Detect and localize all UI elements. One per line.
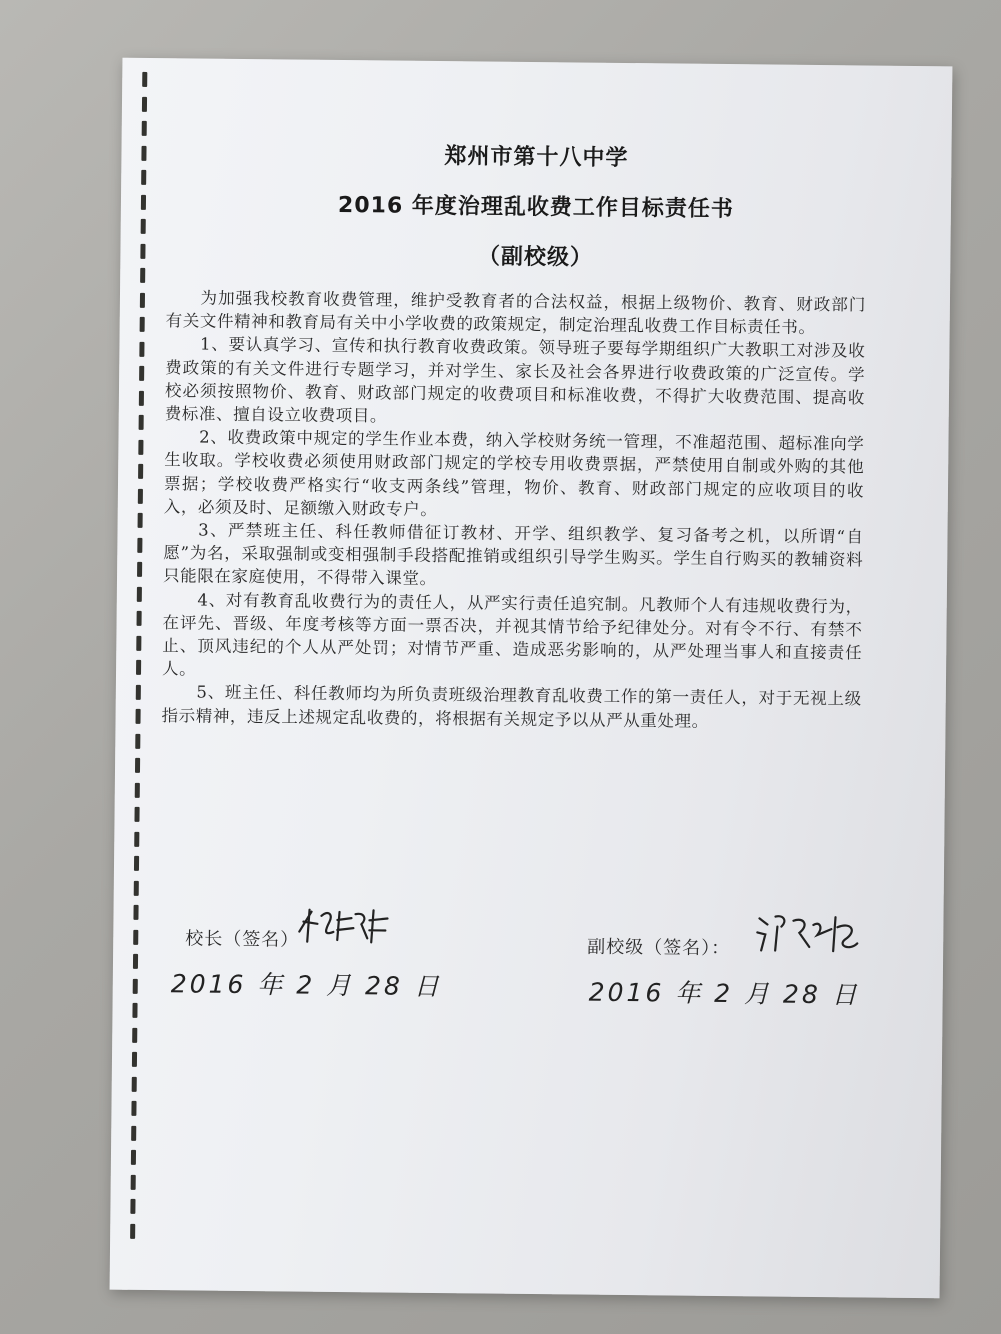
perforation-mark xyxy=(135,709,140,724)
perforation-mark xyxy=(130,1199,135,1214)
vice-signature-date: 2016 年 2 月 28 日 xyxy=(588,977,860,1010)
document-subtitle: （副校级） xyxy=(477,244,594,271)
perforation-mark xyxy=(132,1052,137,1067)
clause-2: 2、收费政策中规定的学生作业本费，纳入学校财务统一管理，不准超范围、超标准向学生收取。学校收费必须使用财政部门规定的学校专用收费票据，严禁使用自制或外购的其他票据；学校收费严格实行“收支两条线”管理，物价、教育、财政部门规定的应收项目的收入，必须及时、足额缴入财政专户。 xyxy=(163,427,865,519)
clause-1: 1、要认真学习、宣传和执行教育收费政策。领导班子要每学期组织广大教职工对涉及收费政策的有关文件进行专题学习，并对学生、家长及社会各界进行收费政策的广泛宣传。学校必须按照物价、教育、财政部门规定的收费项目和标准收费，不得扩大收费范围、提高收费标准、擅自设立收费项目。 xyxy=(164,334,866,426)
perforation-mark xyxy=(138,488,143,503)
perforation-mark xyxy=(139,415,144,430)
vice-signature-icon xyxy=(753,906,864,957)
perforation-mark xyxy=(131,1174,136,1189)
signature-area xyxy=(113,896,944,1015)
perforation-mark xyxy=(139,366,144,381)
perforation-mark xyxy=(137,537,142,552)
perforation-mark xyxy=(142,121,147,136)
document-title: 2016 年度治理乱收费工作目标责任书 xyxy=(337,192,735,223)
perforation-mark xyxy=(139,390,144,405)
perforation-mark xyxy=(134,831,139,846)
clause-4: 4、对有教育乱收费行为的责任人，从严实行责任追究制。凡教师个人有违规收费行为，在评先、晋级、年度考核等方面一票否决，并视其情节给予纪律处分。对有令不行、有禁不止、顶风违纪的个人从严处罚；对情节严重、造成恶劣影响的，从严处理当事人和直接责任人。 xyxy=(161,590,863,679)
title-block xyxy=(120,142,952,301)
perforation-mark xyxy=(134,856,139,871)
clause-5: 5、班主任、科任教师均为所负责班级治理教育乱收费工作的第一责任人，对于无视上级指示精神，违反上述规定乱收费的，将根据有关规定予以从严从重处理。 xyxy=(161,682,862,731)
perforation-mark xyxy=(132,1076,137,1091)
vice-signature-label: 副校级（签名）： xyxy=(587,936,731,960)
perforation-mark xyxy=(135,782,140,797)
perforation-mark xyxy=(131,1150,136,1165)
perforation-mark xyxy=(134,807,139,822)
perforation-mark xyxy=(140,317,145,332)
perforation-mark xyxy=(135,733,140,748)
perforation-mark xyxy=(138,513,143,528)
perforation-mark xyxy=(130,1223,135,1238)
school-title: 郑州市第十八中学 xyxy=(444,144,629,171)
perforation-mark xyxy=(136,635,141,650)
perforation-mark xyxy=(137,562,142,577)
perforation-mark xyxy=(142,96,147,111)
principal-signature-date: 2016 年 2 月 28 日 xyxy=(170,969,442,1002)
perforation-mark xyxy=(142,72,147,87)
perforation-mark xyxy=(137,611,142,626)
perforation-mark xyxy=(138,439,143,454)
document-body xyxy=(161,286,866,734)
perforation-mark xyxy=(137,586,142,601)
intro-paragraph: 为加强我校教育收费管理，维护受教育者的合法权益，根据上级物价、教育、财政部门有关文件精神和教育局有关中小学收费的政策规定，制定治理乱收费工作目标责任书。 xyxy=(165,288,867,338)
perforation-mark xyxy=(136,660,141,675)
clause-3: 3、严禁班主任、科任教师借征订教材、开学、组织教学、复习备考之机，以所谓“自愿”为名，采取强制或变相强制手段搭配推销或组织引导学生购买。学生自行购买的教辅资料只能限在家庭使用，不得带入课堂。 xyxy=(162,520,864,589)
document-page xyxy=(110,58,953,1299)
perforation-mark xyxy=(135,758,140,773)
perforation-mark xyxy=(138,464,143,479)
principal-signature-icon xyxy=(293,902,393,951)
perforation-mark xyxy=(131,1125,136,1140)
perforation-mark xyxy=(136,684,141,699)
perforation-mark xyxy=(139,341,144,356)
perforation-mark xyxy=(132,1027,137,1042)
perforation-mark xyxy=(131,1101,136,1116)
perforation-mark xyxy=(134,880,139,895)
perforation-mark xyxy=(140,292,145,307)
principal-signature-label: 校长（签名） xyxy=(185,928,300,951)
